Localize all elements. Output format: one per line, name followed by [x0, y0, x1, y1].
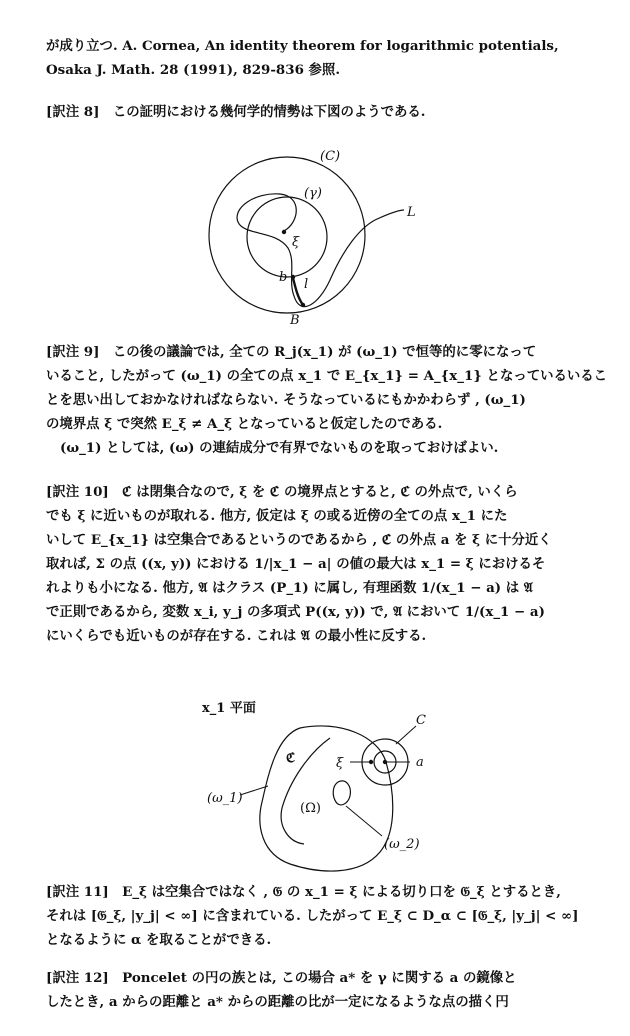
label-B: B: [290, 313, 300, 328]
text-line: の境界点 ξ で突然 E_ξ ≠ A_ξ となっていると仮定したのである.: [46, 416, 443, 432]
label-l: l: [304, 277, 309, 292]
text-line: [訳注 11] E_ξ は空集合ではなく , 𝔊 の x_1 = ξ による切り口を 𝔊_ξ とするとき,: [46, 884, 561, 900]
label-omega2: (ω_2): [384, 837, 420, 852]
text-line: それは [𝔊_ξ, |y_j| < ∞] に含まれている. したがって E_ξ ⊂ D_α ⊂ [𝔊_ξ, |y_j| < ∞]: [46, 908, 579, 924]
region-omega2: [333, 781, 350, 805]
text-line: したとき, a からの距離と a* からの距離の比が一定になるような点の描く円: [46, 994, 509, 1010]
text-line: いして E_{x_1} は空集合であるというのであるから , ℭ の外点 a を ξ に十分近く: [46, 532, 552, 548]
leader-C: [396, 726, 416, 744]
text-line: [訳注 9] この後の議論では, 全ての R_j(x_1) が (ω_1) で恒等的に零になって: [46, 344, 537, 360]
text-line: (ω_1) としては, (ω) の連結成分で有界でないものを取っておけばよい.: [60, 440, 499, 456]
label-frak-C: ℭ: [286, 751, 296, 766]
text-line: [訳注 10] ℭ は閉集合なので, ξ を ℭ の境界点とすると, ℭ の外点で, いくら: [46, 484, 518, 500]
region-frak-C: [260, 726, 393, 871]
text-line: となるように α を取ることができる.: [46, 932, 272, 948]
translator-note-11: [46, 880, 586, 952]
label-C: (C): [320, 149, 341, 164]
label-gamma: (γ): [304, 186, 322, 201]
point-a: [383, 760, 387, 764]
label-x1-plane: x_1 平面: [202, 701, 256, 716]
label-xi: ξ: [292, 235, 300, 250]
label-a: a: [416, 755, 424, 770]
text-line: が成り立つ. A. Cornea, An identity theorem for logarithmic potentials,: [46, 38, 559, 54]
label-Omega: (Ω): [300, 801, 321, 816]
text-line: にいくらでも近いものが存在する. これは 𝔄 の最小性に反する.: [46, 628, 427, 644]
text-line: とを思い出しておかなければならない. そうなっているにもかかわらず , (ω_1): [46, 392, 526, 408]
text-line: れよりも小になる. 他方, 𝔄 はクラス (P_1) に属し, 有理函数 1/(x_1 − a) は 𝔄: [46, 580, 533, 596]
label-L: L: [407, 205, 416, 220]
text-line: でも ξ に近いものが取れる. 他方, 仮定は ξ の或る近傍の全ての点 x_1 にた: [46, 508, 508, 524]
label-b: b: [279, 270, 288, 285]
leader-omega2: [346, 806, 382, 836]
text-line: 取れば, Σ の点 ((x, y)) における 1/|x_1 − a| の値の最大は x_1 = ξ におけるそ: [46, 556, 546, 572]
translator-note-12: [46, 966, 586, 1014]
label-omega1: (ω_1): [207, 791, 243, 806]
text-line: [訳注 8] この証明における幾何学的情勢は下図のようである.: [46, 104, 426, 120]
label-xi: ξ: [336, 756, 344, 771]
label-C: C: [416, 713, 426, 728]
text-line: Osaka J. Math. 28 (1991), 829-836 参照.: [46, 62, 340, 78]
text-line: [訳注 12] Poncelet の円の族とは, この場合 a* を γ に関する a の鏡像と: [46, 970, 517, 986]
text-line: いること, したがって (ω_1) の全ての点 x_1 で E_{x_1} = A_{x_1} となっているいるこ: [46, 368, 608, 384]
point-xi: [369, 760, 373, 764]
text-line: で正則であるから, 変数 x_i, y_j の多項式 P((x, y)) で, 𝔄 において 1/(x_1 − a): [46, 604, 545, 620]
